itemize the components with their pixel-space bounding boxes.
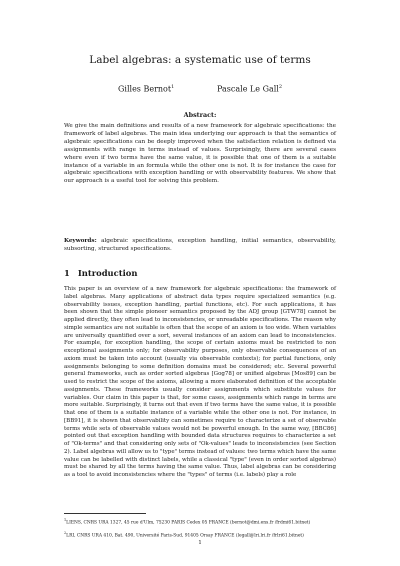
paper-title: Label algebras: a systematic use of terms xyxy=(89,54,311,66)
keywords-text: algebraic specifications, exception handling, initial semantics, observability, subsorting, structured specifications. xyxy=(64,238,336,252)
author-footnote-mark: 2 xyxy=(278,84,283,90)
author-name: Pascale Le Gall xyxy=(217,84,279,94)
footnote-mark: 2 xyxy=(64,531,67,535)
section-title: Introduction xyxy=(77,268,138,278)
footnote-rule xyxy=(64,513,146,514)
footnote-text: LRI, CNRS URA 410, Bat. 490, Université Paris-Sud, 91405 Orsay FRANCE (legall@lri.lri.fr /frlri61.bitnet) xyxy=(66,533,304,539)
footnote-1 xyxy=(64,517,336,526)
section-number: 1 xyxy=(64,268,70,278)
footnote-2 xyxy=(64,530,336,539)
page-number: 1 xyxy=(198,540,202,546)
author-1 xyxy=(118,84,174,94)
abstract-heading: Abstract: xyxy=(183,111,217,119)
author-name: Gilles Bernot xyxy=(118,84,172,94)
footnote-mark: 1 xyxy=(64,518,67,522)
footnote-text: LIENS, CNRS URA 1327, 45 rue d'Ulm, 75230 PARIS Cedex 05 FRANCE (bernot@dmi.ens.fr /frdmi61.bitnet) xyxy=(66,520,311,526)
author-2 xyxy=(217,84,282,94)
section-heading xyxy=(64,268,137,278)
abstract-text: We give the main definitions and results of a new framework for algebraic specifications: the framework of label algebras. The main idea underlying our approach is that the semantics of algebraic specifications can be deeply improved when the satisfaction relation is defined via assignments with range in terms instead of values. Surprisingly, there are several cases where even if two terms have the same value, it is possible that one of them is a suitable instance of a variable in an formula while the other one is not. It is for instance the case for algebraic specifications with exception handling or with observability features. We show that our approach is a useful tool for solving this problem. xyxy=(64,123,336,185)
keywords-label: Keywords: xyxy=(64,238,97,244)
author-footnote-mark: 1 xyxy=(171,84,175,90)
keywords xyxy=(64,238,336,254)
introduction-text: This paper is an overview of a new framework for algebraic specifications: the framework of label algebras. Many applications of abstract data types require specialized semantics (e.g. observability issues, exception handling, partial functions, etc). For such applications, it has been shown that the simple pioneer semantics proposed by the ADJ group [GTW78] cannot be applied directly, they often lead to inconsistencies, or unreadable specifications. The reason why simple semantics are not suitable is often that the scope of an axiom is too wide. When variables are universally quantified over a sort, several instances of an axiom can lead to inconsistencies. For example, for exception handling, the scope of certain axioms must be restricted to non exceptional assignments only; for observability purposes, only observable consequences of an axiom must be taken into account (usually via observable contexts); for partial functions, only assignments belonging to some definition domains must be considered; etc. Several powerful general frameworks, such as order sorted algebras [Gog78] or unified algebras [Mos89] can be used to restrict the scope of the axioms, allowing a more elaborated definition of the acceptable assignments. These frameworks usually consider assignments which substitute values for variables. Our claim in this paper is that, for some cases, assignments which range in terms are more suitable. Surprisingly, it turns out that even if two terms have the same value, it is possible that one of them is a suitable instance of a variable while the other one is not. For instance, in [BB91], it is shown that observability can sometimes require to characterize a set of observable terms while sets of observable values would not be powerful enough. In the same way, [BBC86] pointed out that exception handling with bounded data structures requires to characterize a set of "Ok-terms" and that considering only sets of "Ok-values" leads to inconsistencies (see Section 2). Label algebras will allow us to "type" terms instead of values: two terms which have the same value can be labelled with distinct labels, while a classical "type" (even in order sorted algebras) must be shared by all the terms having the same value. Thus, label algebras can be considering as a tool to avoid inconsistencies where the "types" of terms (i.e. labels) play a role xyxy=(64,286,336,478)
